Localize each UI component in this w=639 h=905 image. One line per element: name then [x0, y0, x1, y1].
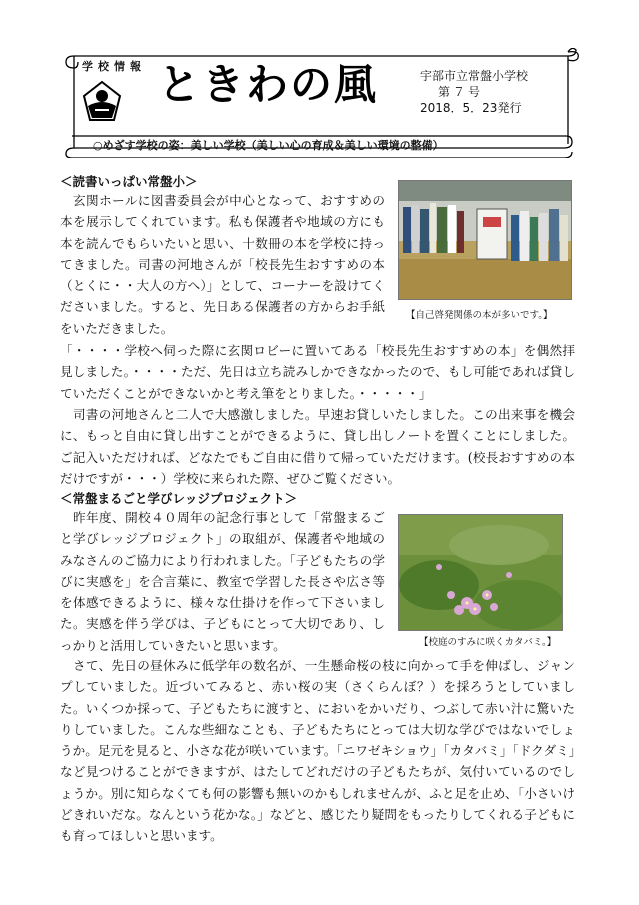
- bookshelf-photo-caption: 【自己啓発関係の本が多いです。】: [406, 310, 553, 321]
- section1-quote: 「・・・・学校へ伺った際に玄関ロビーに置いてある「校長先生おすすめの本」を偶然拝見しました。・・・・ただ、先日は立ち読みしかできなかったので、もし可能であれば貸していただくことができないかと考え筆をとりました。・・・・・」: [60, 343, 575, 401]
- section1-paragraph2: 司書の河地さんと二人で大感激しました。早速お貸しいたしました。この出来事を機会に、もっと自由に貸し出すことができるように、貸し出しノートを置くことにしました。ご記入いただければ、どなたでもご自由に借りて帰っていただけます。(校長おすすめの本だけですが・・・）学校に来られた際、ぜひご覧ください。: [60, 407, 575, 486]
- flower-photo-caption: 【校庭のすみに咲くカタバミ。】: [419, 637, 557, 648]
- newsletter-title: ときわの風: [158, 60, 379, 109]
- bookshelf-photo: [398, 180, 572, 300]
- school-emblem-icon: [80, 80, 124, 122]
- school-goal: ○めざす学校の姿：美しい学校（美しい心の育成＆美しい環境の整備）: [93, 139, 444, 152]
- section2-heading: ＜常盤まるごと学びレッジプロジェクト＞: [60, 491, 298, 506]
- header-label: 学校情報: [82, 60, 146, 73]
- section1-heading: ＜読書いっぱい常盤小＞: [60, 174, 198, 189]
- section1-paragraph1: 玄関ホールに図書委員会が中心となって、おすすめの本を展示してくれています。私も保護者や地域の方にも本を読んでもらいたいと思い、十数冊の本を学校に持ってきました。司書の河地さんが「校長先生おすすめの本（とくに・・大人の方へ）」として、コーナーを設けてくださいました。すると、先日ある保護者の方からお手紙をいただきました。: [60, 193, 385, 336]
- school-name: 宇部市立常盤小学校: [420, 69, 529, 83]
- flower-photo: [398, 514, 563, 631]
- issue-number: 第７号: [438, 85, 484, 99]
- issue-date: 2018．5．23発行: [420, 101, 522, 115]
- school-info: [420, 68, 528, 116]
- section2-paragraph2: さて、先日の昼休みに低学年の数名が、一生懸命桜の枝に向かって手を伸ばし、ジャンプしていました。近づいてみると、赤い桜の実（さくらんぼ？）を採ろうとしていました。いくつか採って、子どもたちに渡すと、においをかいだり、つぶして赤い汁に驚いたりしていました。こんな些細なことも、子どもたちにとっては大切な学びではないでしょうか。足元を見ると、小さな花が咲いています。「ニワゼキショウ」「カタバミ」「ドクダミ」など見つけることができますが、はたしてどれだけの子どもたちが、気付いているのでしょうか。別に知らなくても何の影響も無いのかもしれませんが、ふと足を止め、「小さいけどきれいだな。なんという花かな。」などと、感じたり疑問をもったりしてくれる子どもにも育ってほしいと思います。: [60, 658, 575, 844]
- section2-paragraph1: 昨年度、開校４０周年の記念行事として「常盤まるごと学びレッジプロジェクト」の取組が、保護者や地域のみなさんのご協力により行われました。「子どもたちの学びに実感を」を合言葉に、教室で学習した長さや広さ等を体感できるように、様々な仕掛けを作って下さいました。実感を伴う学びは、子どもにとって大切であり、しっかりと活用していきたいと思います。: [60, 510, 385, 653]
